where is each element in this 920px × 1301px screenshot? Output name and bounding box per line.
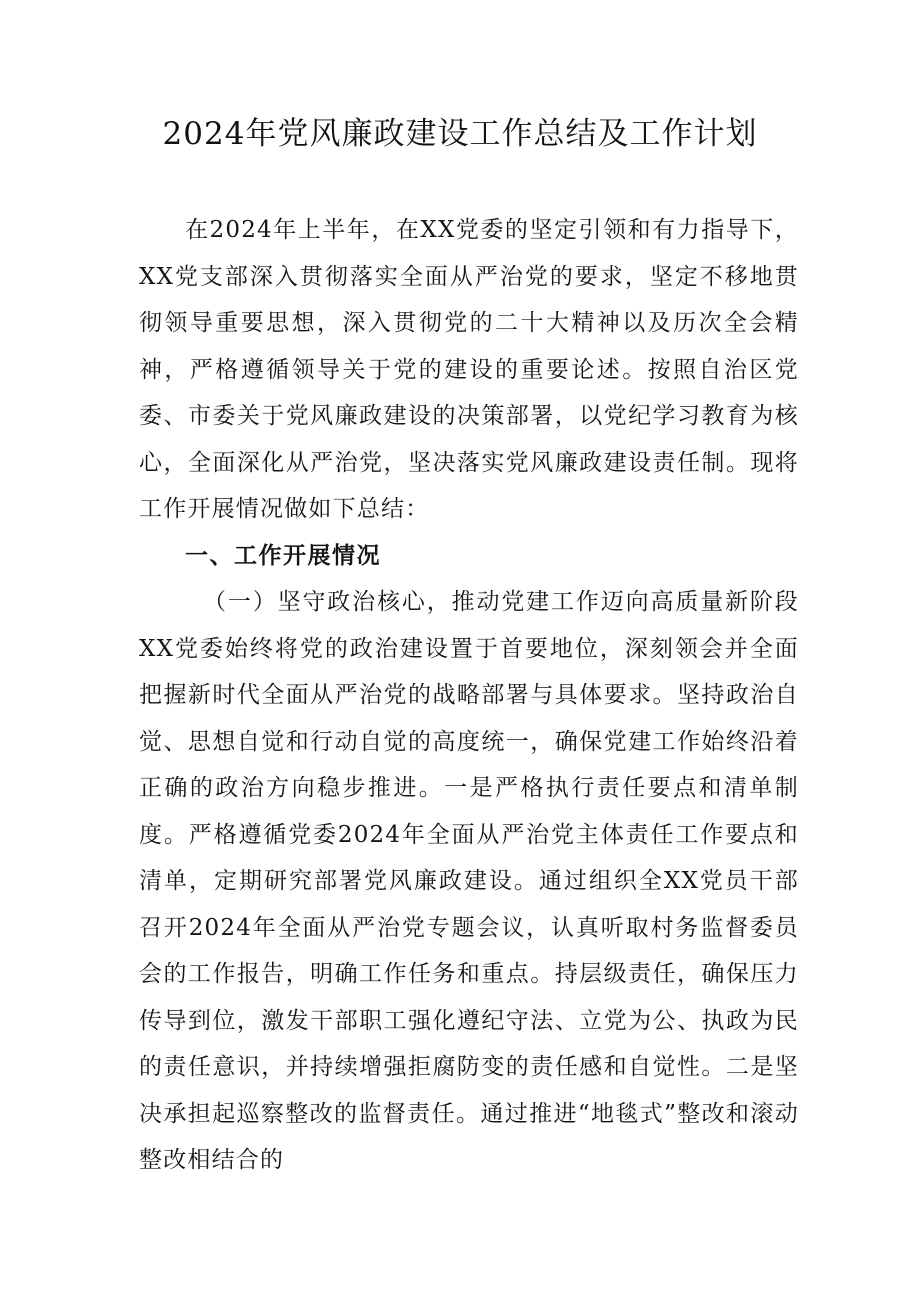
section-heading-1: 一、工作开展情况 <box>185 542 381 569</box>
intro-paragraph: 在2024年上半年，在XX党委的坚定引领和有力指导下，XX党支部深入贯彻落实全面从严治党的要求，坚定不移地贯彻领导重要思想，深入贯彻党的二十大精神以及历次全会精神，严格遵循领导关于党的建设的重要论述。按照自治区党委、市委关于党风廉政建设的决策部署，以党纪学习教育为核心，全面深化从严治党，坚决落实党风廉政建设责任制。现将工作开展情况做如下总结： <box>139 217 799 522</box>
document-title: 2024年党风廉政建设工作总结及工作计划 <box>162 116 758 152</box>
document-body <box>139 207 799 1184</box>
section1-paragraph-1: （一）坚守政治核心，推动党建工作迈向高质量新阶段XX党委始终将党的政治建设置于首要地位，深刻领会并全面把握新时代全面从严治党的战略部署与具体要求。坚持政治自觉、思想自觉和行动自觉的高度统一，确保党建工作始终沿着正确的政治方向稳步推进。一是严格执行责任要点和清单制度。严格遵循党委2024年全面从严治党主体责任工作要点和清单，定期研究部署党风廉政建设。通过组织全XX党员干部召开2024年全面从严治党专题会议，认真听取村务监督委员会的工作报告，明确工作任务和重点。持层级责任，确保压力传导到位，激发干部职工强化遵纪守法、立党为公、执政为民的责任意识，并持续增强拒腐防变的责任感和自觉性。二是坚决承担起巡察整改的监督责任。通过推进“地毯式”整改和滚动整改相结合的 <box>139 589 799 1173</box>
